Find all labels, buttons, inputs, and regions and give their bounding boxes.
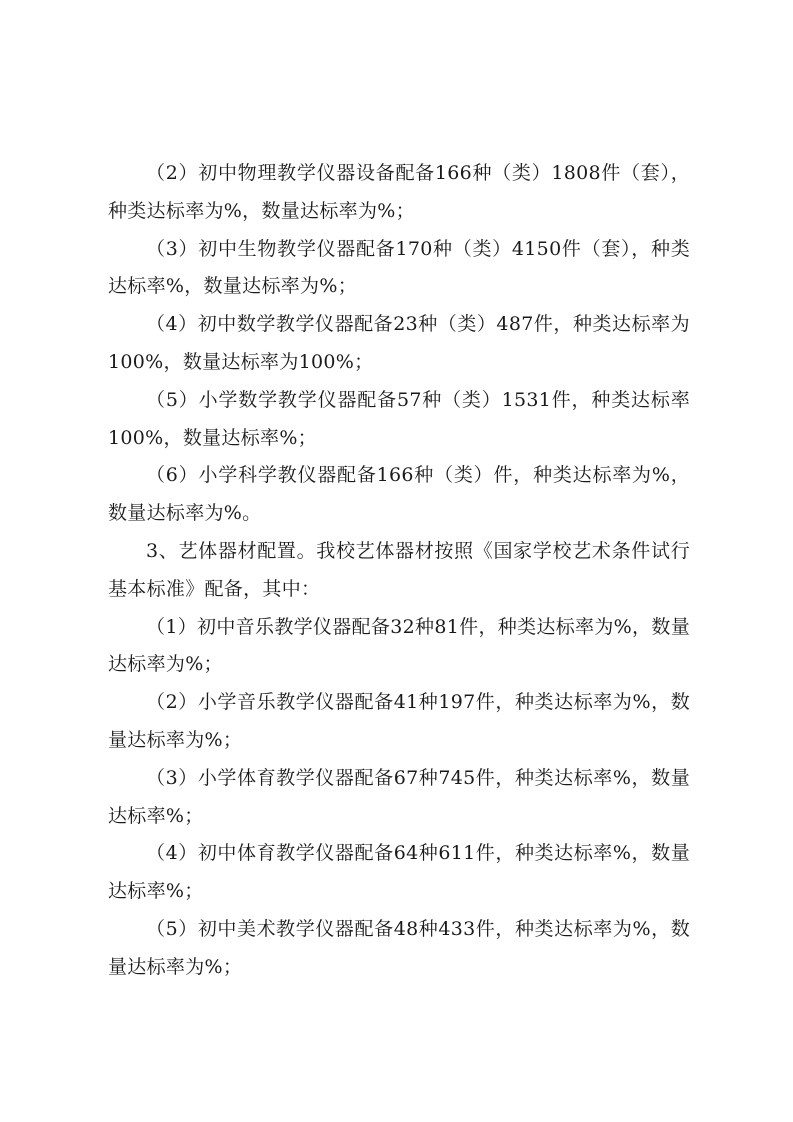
paragraph-junior-pe-instruments: （4）初中体育教学仪器配备64种611件，种类达标率%，数量达标率%； [108, 842, 690, 903]
paragraph-junior-art-instruments: （5）初中美术教学仪器配备48种433件，种类达标率为%，数量达标率为%； [108, 917, 690, 978]
paragraph-arts-sports-equipment: 3、艺体器材配置。我校艺体器材按照《国家学校艺术条件试行基本标准》配备，其中： [108, 539, 690, 600]
document-body [108, 155, 690, 987]
paragraph-junior-math-instruments: （4）初中数学教学仪器配备23种（类）487件，种类达标率为100%，数量达标率为100%； [108, 313, 690, 373]
paragraph-primary-pe-instruments: （3）小学体育教学仪器配备67种745件，种类达标率%，数量达标率%； [108, 766, 690, 827]
paragraph-biology-instruments: （3）初中生物教学仪器配备170种（类）4150件（套），种类达标率%，数量达标率为%； [108, 237, 690, 298]
paragraph-primary-math-instruments: （5）小学数学教学仪器配备57种（类）1531件，种类达标率100%，数量达标率%； [108, 388, 690, 449]
paragraph-primary-science-instruments: （6）小学科学教仪器配备166种（类）件，种类达标率为%，数量达标率为%。 [108, 464, 690, 525]
paragraph-primary-music-instruments: （2）小学音乐教学仪器配备41种197件，种类达标率为%，数量达标率为%； [108, 691, 690, 751]
paragraph-junior-music-instruments: （1）初中音乐教学仪器配备32种81件，种类达标率为%，数量达标率为%； [108, 615, 690, 676]
paragraph-physics-instruments: （2）初中物理教学仪器设备配备166种（类）1808件（套），种类达标率为%，数量达标率为%； [108, 162, 690, 222]
